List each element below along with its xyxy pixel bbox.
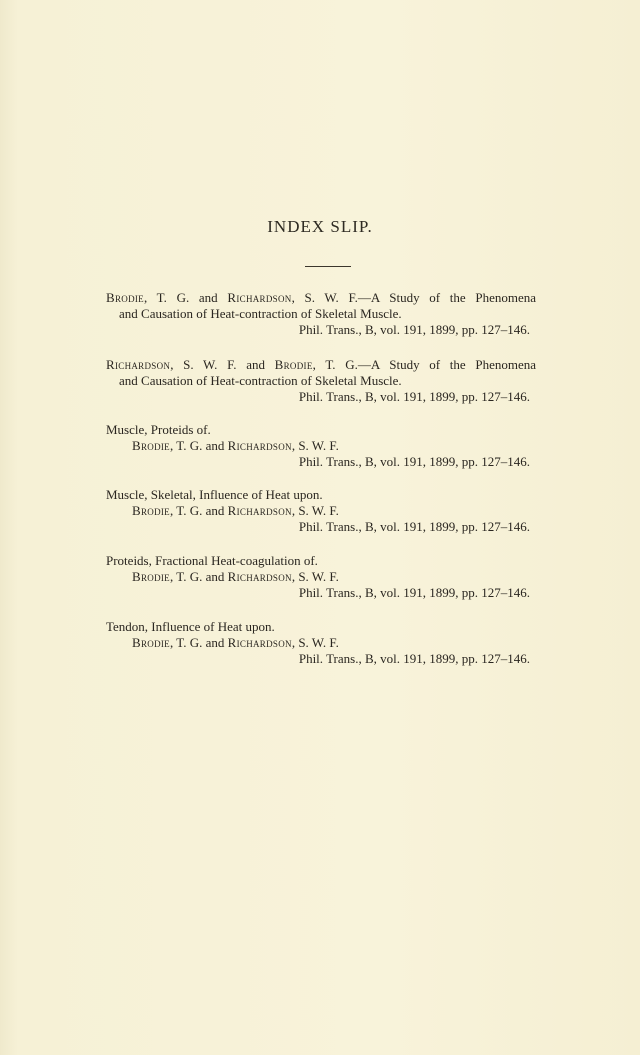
subject-heading: Muscle, Skeletal, Influence of Heat upon. <box>106 487 323 502</box>
entry-authors <box>106 438 536 454</box>
index-entry-3 <box>106 422 536 470</box>
subject-heading: Proteids, Fractional Heat-coagulation of. <box>106 553 318 568</box>
author-name: Brodie <box>132 438 170 453</box>
page-title: INDEX SLIP. <box>267 217 373 236</box>
entry-authors <box>106 503 536 519</box>
author-name: Richardson <box>227 635 292 650</box>
citation-reference: Phil. Trans., B, vol. 191, 1899, pp. 127–146. <box>298 454 530 469</box>
index-entry-6 <box>106 619 536 667</box>
entry-line <box>106 290 536 306</box>
entry-authors <box>106 635 536 651</box>
author-initials: , S. W. F. <box>291 503 339 518</box>
author-initials: , T. G. and <box>169 635 228 650</box>
title-rule <box>305 266 351 267</box>
author-initials: , S. W. F. <box>291 438 339 453</box>
entry-title-continued: and Causation of Heat-contraction of Skeletal Muscle. <box>119 306 402 321</box>
subject-heading: Tendon, Influence of Heat upon. <box>106 619 275 634</box>
author-initials: , T. G. and <box>169 438 228 453</box>
entry-title-start: , S. W. F.—A Study of the Phenomena <box>291 290 537 305</box>
author-name: Richardson <box>106 357 171 372</box>
author-name: Richardson <box>227 503 292 518</box>
author-name: Richardson <box>227 569 292 584</box>
index-entry-4 <box>106 487 536 535</box>
entry-authors <box>106 569 536 585</box>
author-name: Brodie <box>132 635 170 650</box>
citation-reference: Phil. Trans., B, vol. 191, 1899, pp. 127–146. <box>298 322 530 337</box>
citation-reference: Phil. Trans., B, vol. 191, 1899, pp. 127–146. <box>298 389 530 404</box>
entry-title-continued: and Causation of Heat-contraction of Skeletal Muscle. <box>119 373 402 388</box>
author-name: Brodie <box>106 290 144 305</box>
author-initials: , S. W. F. <box>291 569 339 584</box>
citation-reference: Phil. Trans., B, vol. 191, 1899, pp. 127–146. <box>298 519 530 534</box>
citation-reference: Phil. Trans., B, vol. 191, 1899, pp. 127–146. <box>298 585 530 600</box>
author-initials: , T. G. and <box>169 569 228 584</box>
index-entry-1 <box>106 290 536 338</box>
author-name: Richardson <box>227 290 292 305</box>
author-name: Brodie <box>132 569 170 584</box>
author-initials: , T. G. and <box>143 290 228 305</box>
author-initials: , S. W. F. and <box>170 357 275 372</box>
author-name: Richardson <box>227 438 292 453</box>
index-entry-2 <box>106 357 536 405</box>
author-name: Brodie <box>274 357 313 372</box>
author-initials: , S. W. F. <box>291 635 339 650</box>
entry-title-start: , T. G.—A Study of the Phenomena <box>312 357 536 372</box>
subject-heading: Muscle, Proteids of. <box>106 422 211 437</box>
entry-line <box>106 357 536 373</box>
author-name: Brodie <box>132 503 170 518</box>
citation-reference: Phil. Trans., B, vol. 191, 1899, pp. 127–146. <box>298 651 530 666</box>
author-initials: , T. G. and <box>169 503 228 518</box>
index-entry-5 <box>106 553 536 601</box>
